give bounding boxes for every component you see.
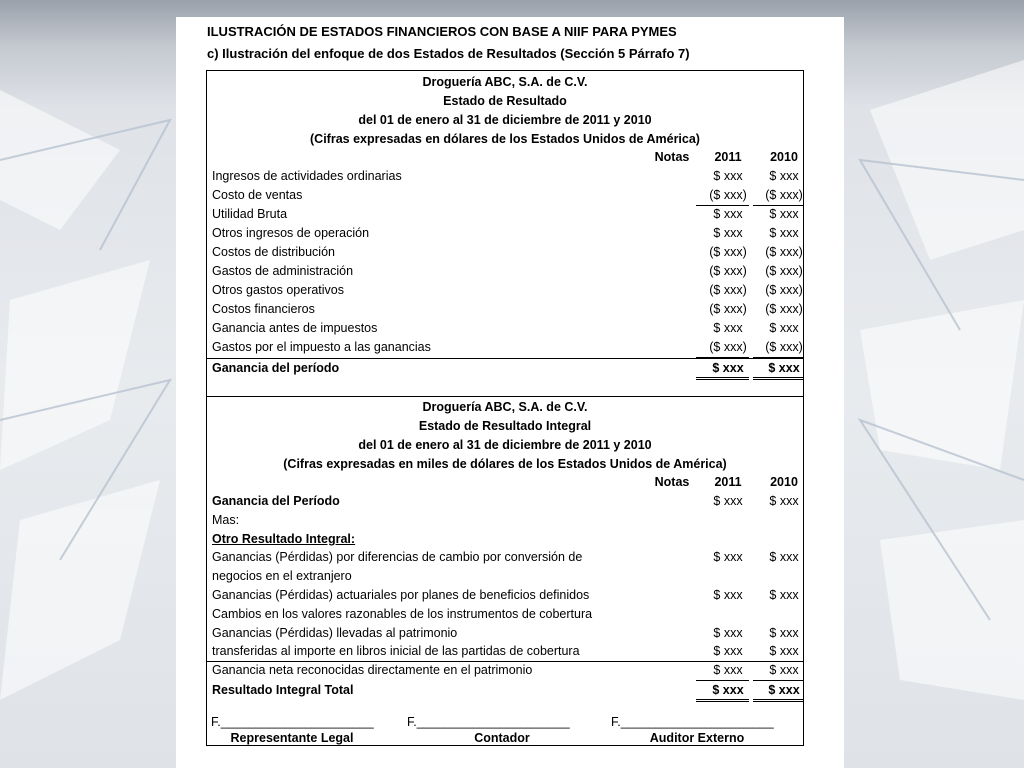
table-row (207, 607, 803, 625)
table-row (207, 569, 803, 587)
value-2011: ($ xxx) (709, 283, 747, 297)
document-subheading: c) Ilustración del enfoque de dos Estados de Resultados (Sección 5 Párrafo 7) (207, 46, 690, 61)
row-label: Ingresos de actividades ordinarias (212, 169, 402, 183)
row-label: Ganancias (Pérdidas) actuariales por planes de beneficios definidos (212, 588, 590, 602)
value-2011: ($ xxx) (709, 340, 747, 354)
table-row (207, 321, 803, 339)
row-label: Costo de ventas (212, 188, 303, 202)
row-separator (207, 358, 803, 359)
value-2011: $ xxx (713, 169, 743, 183)
value-2010: ($ xxx) (765, 283, 803, 297)
table-row (207, 283, 803, 301)
value-2011: ($ xxx) (709, 302, 747, 316)
value-2010: ($ xxx) (765, 264, 803, 278)
subtotal-rule (696, 680, 749, 681)
table-row (207, 513, 803, 531)
row-label: negocios en el extranjero (212, 569, 352, 583)
row-label: Otro Resultado Integral: (212, 532, 356, 546)
value-2011: $ xxx (712, 683, 744, 697)
table-row (207, 626, 803, 644)
statement2-company: Droguería ABC, S.A. de C.V. (422, 400, 588, 414)
double-rule (753, 699, 804, 700)
value-2011: $ xxx (713, 321, 743, 335)
row-label: Otros ingresos de operación (212, 226, 370, 240)
double-rule (753, 377, 804, 378)
statement-divider (207, 396, 803, 397)
table-row (207, 340, 803, 358)
value-2010: $ xxx (768, 361, 800, 375)
signature-line-legal: F.______________________ (211, 715, 374, 729)
row-label: Ganancia antes de impuestos (212, 321, 378, 335)
section-label-row (207, 532, 803, 550)
row-separator (207, 661, 803, 662)
value-2011: ($ xxx) (709, 188, 747, 202)
year-2010-header: 2010 (770, 150, 798, 164)
table-row (207, 188, 803, 206)
row-label: Resultado Integral Total (212, 683, 354, 697)
value-2010: ($ xxx) (765, 188, 803, 202)
row-label: Ganancias (Pérdidas) llevadas al patrimonio (212, 626, 458, 640)
value-2011: ($ xxx) (709, 264, 747, 278)
value-2010: ($ xxx) (765, 302, 803, 316)
signature-label-auditor: Auditor Externo (649, 731, 745, 745)
document-page (176, 17, 844, 768)
year-2011-header: 2011 (714, 150, 742, 164)
value-2011: $ xxx (713, 626, 743, 640)
value-2010: $ xxx (769, 226, 799, 240)
value-2010: $ xxx (769, 663, 799, 677)
notas-header: Notas (654, 150, 690, 164)
value-2010: $ xxx (769, 644, 799, 658)
statement1-currency-note: (Cifras expresadas en dólares de los Estados Unidos de América) (310, 132, 700, 146)
value-2011: $ xxx (712, 361, 744, 375)
value-2011: $ xxx (713, 644, 743, 658)
value-2011: $ xxx (713, 588, 743, 602)
value-2011: $ xxx (713, 663, 743, 677)
double-rule (696, 379, 749, 380)
table-row (207, 588, 803, 606)
table-row (207, 302, 803, 320)
table-row (207, 550, 803, 568)
value-2011: $ xxx (713, 494, 743, 508)
value-2010: $ xxx (769, 494, 799, 508)
value-2011: ($ xxx) (709, 245, 747, 259)
value-2010: $ xxx (769, 207, 799, 221)
signature-line-contador: F.______________________ (407, 715, 570, 729)
statements-box (206, 70, 804, 746)
subtotal-rule (753, 205, 804, 206)
table-row (207, 644, 803, 662)
statement1-company: Droguería ABC, S.A. de C.V. (422, 75, 588, 89)
statement1-name: Estado de Resultado (443, 94, 567, 108)
value-2010: $ xxx (769, 321, 799, 335)
subtotal-rule (696, 205, 749, 206)
row-label: transferidas al importe en libros inicial de las partidas de cobertura (212, 644, 580, 658)
table-row (207, 264, 803, 282)
table-row (207, 226, 803, 244)
value-2010: $ xxx (769, 169, 799, 183)
year-2011-header: 2011 (714, 475, 742, 489)
statement1-column-header (207, 150, 803, 168)
value-2010: $ xxx (768, 683, 800, 697)
double-rule (753, 379, 804, 380)
table-row (207, 494, 803, 512)
signature-label-legal: Representante Legal (230, 731, 354, 745)
row-label: Costos de distribución (212, 245, 335, 259)
value-2010: $ xxx (769, 626, 799, 640)
year-2010-header: 2010 (770, 475, 798, 489)
statement1-period: del 01 de enero al 31 de diciembre de 2011 y 2010 (358, 113, 652, 127)
value-2011: $ xxx (713, 226, 743, 240)
double-rule (696, 701, 749, 702)
signature-line-auditor: F.______________________ (611, 715, 774, 729)
value-2010: $ xxx (769, 550, 799, 564)
row-label: Gastos por el impuesto a las ganancias (212, 340, 431, 354)
row-label: Cambios en los valores razonables de los instrumentos de cobertura (212, 607, 593, 621)
statement2-currency-note: (Cifras expresadas en miles de dólares de los Estados Unidos de América) (283, 457, 727, 471)
value-2011: $ xxx (713, 550, 743, 564)
value-2010: ($ xxx) (765, 245, 803, 259)
value-2010: ($ xxx) (765, 340, 803, 354)
double-rule (696, 377, 749, 378)
document-heading: ILUSTRACIÓN DE ESTADOS FINANCIEROS CON BASE A NIIF PARA PYMES (207, 24, 677, 39)
table-row (207, 245, 803, 263)
double-rule (696, 699, 749, 700)
table-row (207, 663, 803, 681)
statement2-column-header (207, 475, 803, 493)
row-label: Ganancia del período (212, 361, 340, 375)
row-label: Utilidad Bruta (212, 207, 288, 221)
table-row (207, 169, 803, 187)
row-label: Ganancias (Pérdidas) por diferencias de cambio por conversión de (212, 550, 583, 564)
notas-header: Notas (654, 475, 690, 489)
row-label: Ganancia neta reconocidas directamente en el patrimonio (212, 663, 533, 677)
row-label: Gastos de administración (212, 264, 354, 278)
double-rule (753, 701, 804, 702)
value-2011: $ xxx (713, 207, 743, 221)
table-row (207, 207, 803, 225)
subtotal-rule (753, 680, 804, 681)
statement2-name: Estado de Resultado Integral (418, 419, 592, 433)
row-label: Ganancia del Período (212, 494, 340, 508)
row-label: Mas: (212, 513, 240, 527)
row-label: Costos financieros (212, 302, 315, 316)
value-2010: $ xxx (769, 588, 799, 602)
statement2-period: del 01 de enero al 31 de diciembre de 2011 y 2010 (358, 438, 652, 452)
row-label: Otros gastos operativos (212, 283, 345, 297)
signature-label-contador: Contador (474, 731, 530, 745)
